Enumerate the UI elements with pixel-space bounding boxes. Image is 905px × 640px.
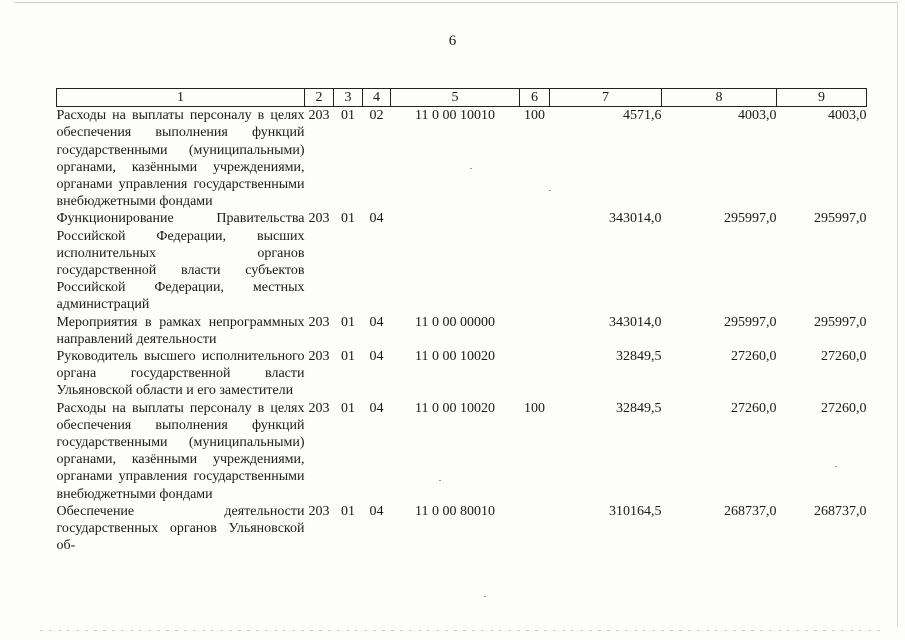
cell-col6 [520,503,550,555]
cell-col2: 203 [308,503,330,519]
header-cell: 1 [57,89,305,107]
cell-col7: 310164,5 [609,503,662,519]
header-cell: 4 [363,89,391,107]
cell-col4: 04 [369,349,384,365]
row-name: Руководитель высшего исполнительного органа государственной власти Ульяновской области и его заместители [56,349,305,399]
cell-col3: 01 [341,400,355,416]
cell-col9: 295997,0 [814,211,867,227]
cell-col2: 203 [308,211,330,227]
cell-col3: 01 [341,314,355,330]
cell-col2: 203 [308,314,330,330]
header-cell: 7 [550,89,662,107]
row-name: Мероприятия в рамках непрограммных направлений деятельности [56,314,305,347]
cell-col6 [520,210,550,313]
table-row [57,400,867,503]
header-cell: 9 [777,89,867,107]
cell-col5: 11 0 00 00000 [415,314,495,330]
scan-edge-bottom [40,630,885,631]
table-row [57,107,867,211]
cell-col4: 04 [369,314,384,330]
cell-col2: 203 [308,400,330,416]
cell-col5: 11 0 00 10020 [415,400,495,416]
cell-col9: 27260,0 [821,400,867,416]
table-row [57,210,867,313]
row-name: Функционирование Правительства Российской Федерации, высших исполнительных органов государственной власти субъектов Российской Федерации, местных администраций [56,211,305,313]
header-cell: 3 [334,89,363,107]
cell-col6 [520,348,550,400]
row-name: Расходы на выплаты персоналу в целях обеспечения выполнения функций государственными (муниципальными) органами, казёнными учреждениями, органами управления государственными внебюджетными фондами [56,108,305,210]
cell-col4: 04 [369,503,384,519]
cell-col4: 04 [369,400,384,416]
cell-col5: 11 0 00 10020 [415,349,495,365]
cell-col6: 100 [524,108,545,124]
cell-col5 [391,210,520,313]
budget-table [56,88,867,554]
row-name: Расходы на выплаты персоналу в целях обеспечения выполнения функций государственными (муниципальными) органами, казёнными учреждениями, органами управления государственными внебюджетными фондами [56,400,305,502]
cell-col8: 295997,0 [724,314,777,330]
header-cell: 6 [520,89,550,107]
cell-col3: 01 [341,349,355,365]
cell-col8: 27260,0 [731,400,777,416]
table-header-row [57,89,867,107]
cell-col7: 32849,5 [616,400,662,416]
row-name: Обеспечение деятельности государственных органов Ульяновской об- [56,503,305,554]
cell-col4: 02 [369,108,384,124]
table-row [57,314,867,348]
cell-col8: 27260,0 [731,349,777,365]
cell-col9: 295997,0 [814,314,867,330]
cell-col4: 04 [369,211,384,227]
cell-col2: 203 [308,349,330,365]
header-cell: 5 [391,89,520,107]
cell-col3: 01 [341,503,355,519]
cell-col9: 268737,0 [814,503,867,519]
cell-col5: 11 0 00 10010 [415,108,495,124]
table-row [57,503,867,555]
cell-col2: 203 [308,108,330,124]
header-cell: 2 [305,89,334,107]
table-row [57,348,867,400]
cell-col6: 100 [524,400,545,416]
cell-col7: 343014,0 [609,211,662,227]
scan-edge-right [897,2,898,626]
cell-col6 [520,314,550,348]
cell-col3: 01 [341,108,355,124]
scan-edge-top [14,2,897,3]
cell-col7: 32849,5 [616,349,662,365]
cell-col8: 268737,0 [724,503,777,519]
cell-col7: 4571,6 [623,108,662,124]
header-cell: 8 [662,89,777,107]
cell-col7: 343014,0 [609,314,662,330]
cell-col9: 4003,0 [828,108,867,124]
cell-col8: 4003,0 [738,108,777,124]
cell-col5: 11 0 00 80010 [415,503,495,519]
page-number: 6 [448,33,457,49]
cell-col9: 27260,0 [821,349,867,365]
cell-col3: 01 [341,211,355,227]
cell-col8: 295997,0 [724,211,777,227]
